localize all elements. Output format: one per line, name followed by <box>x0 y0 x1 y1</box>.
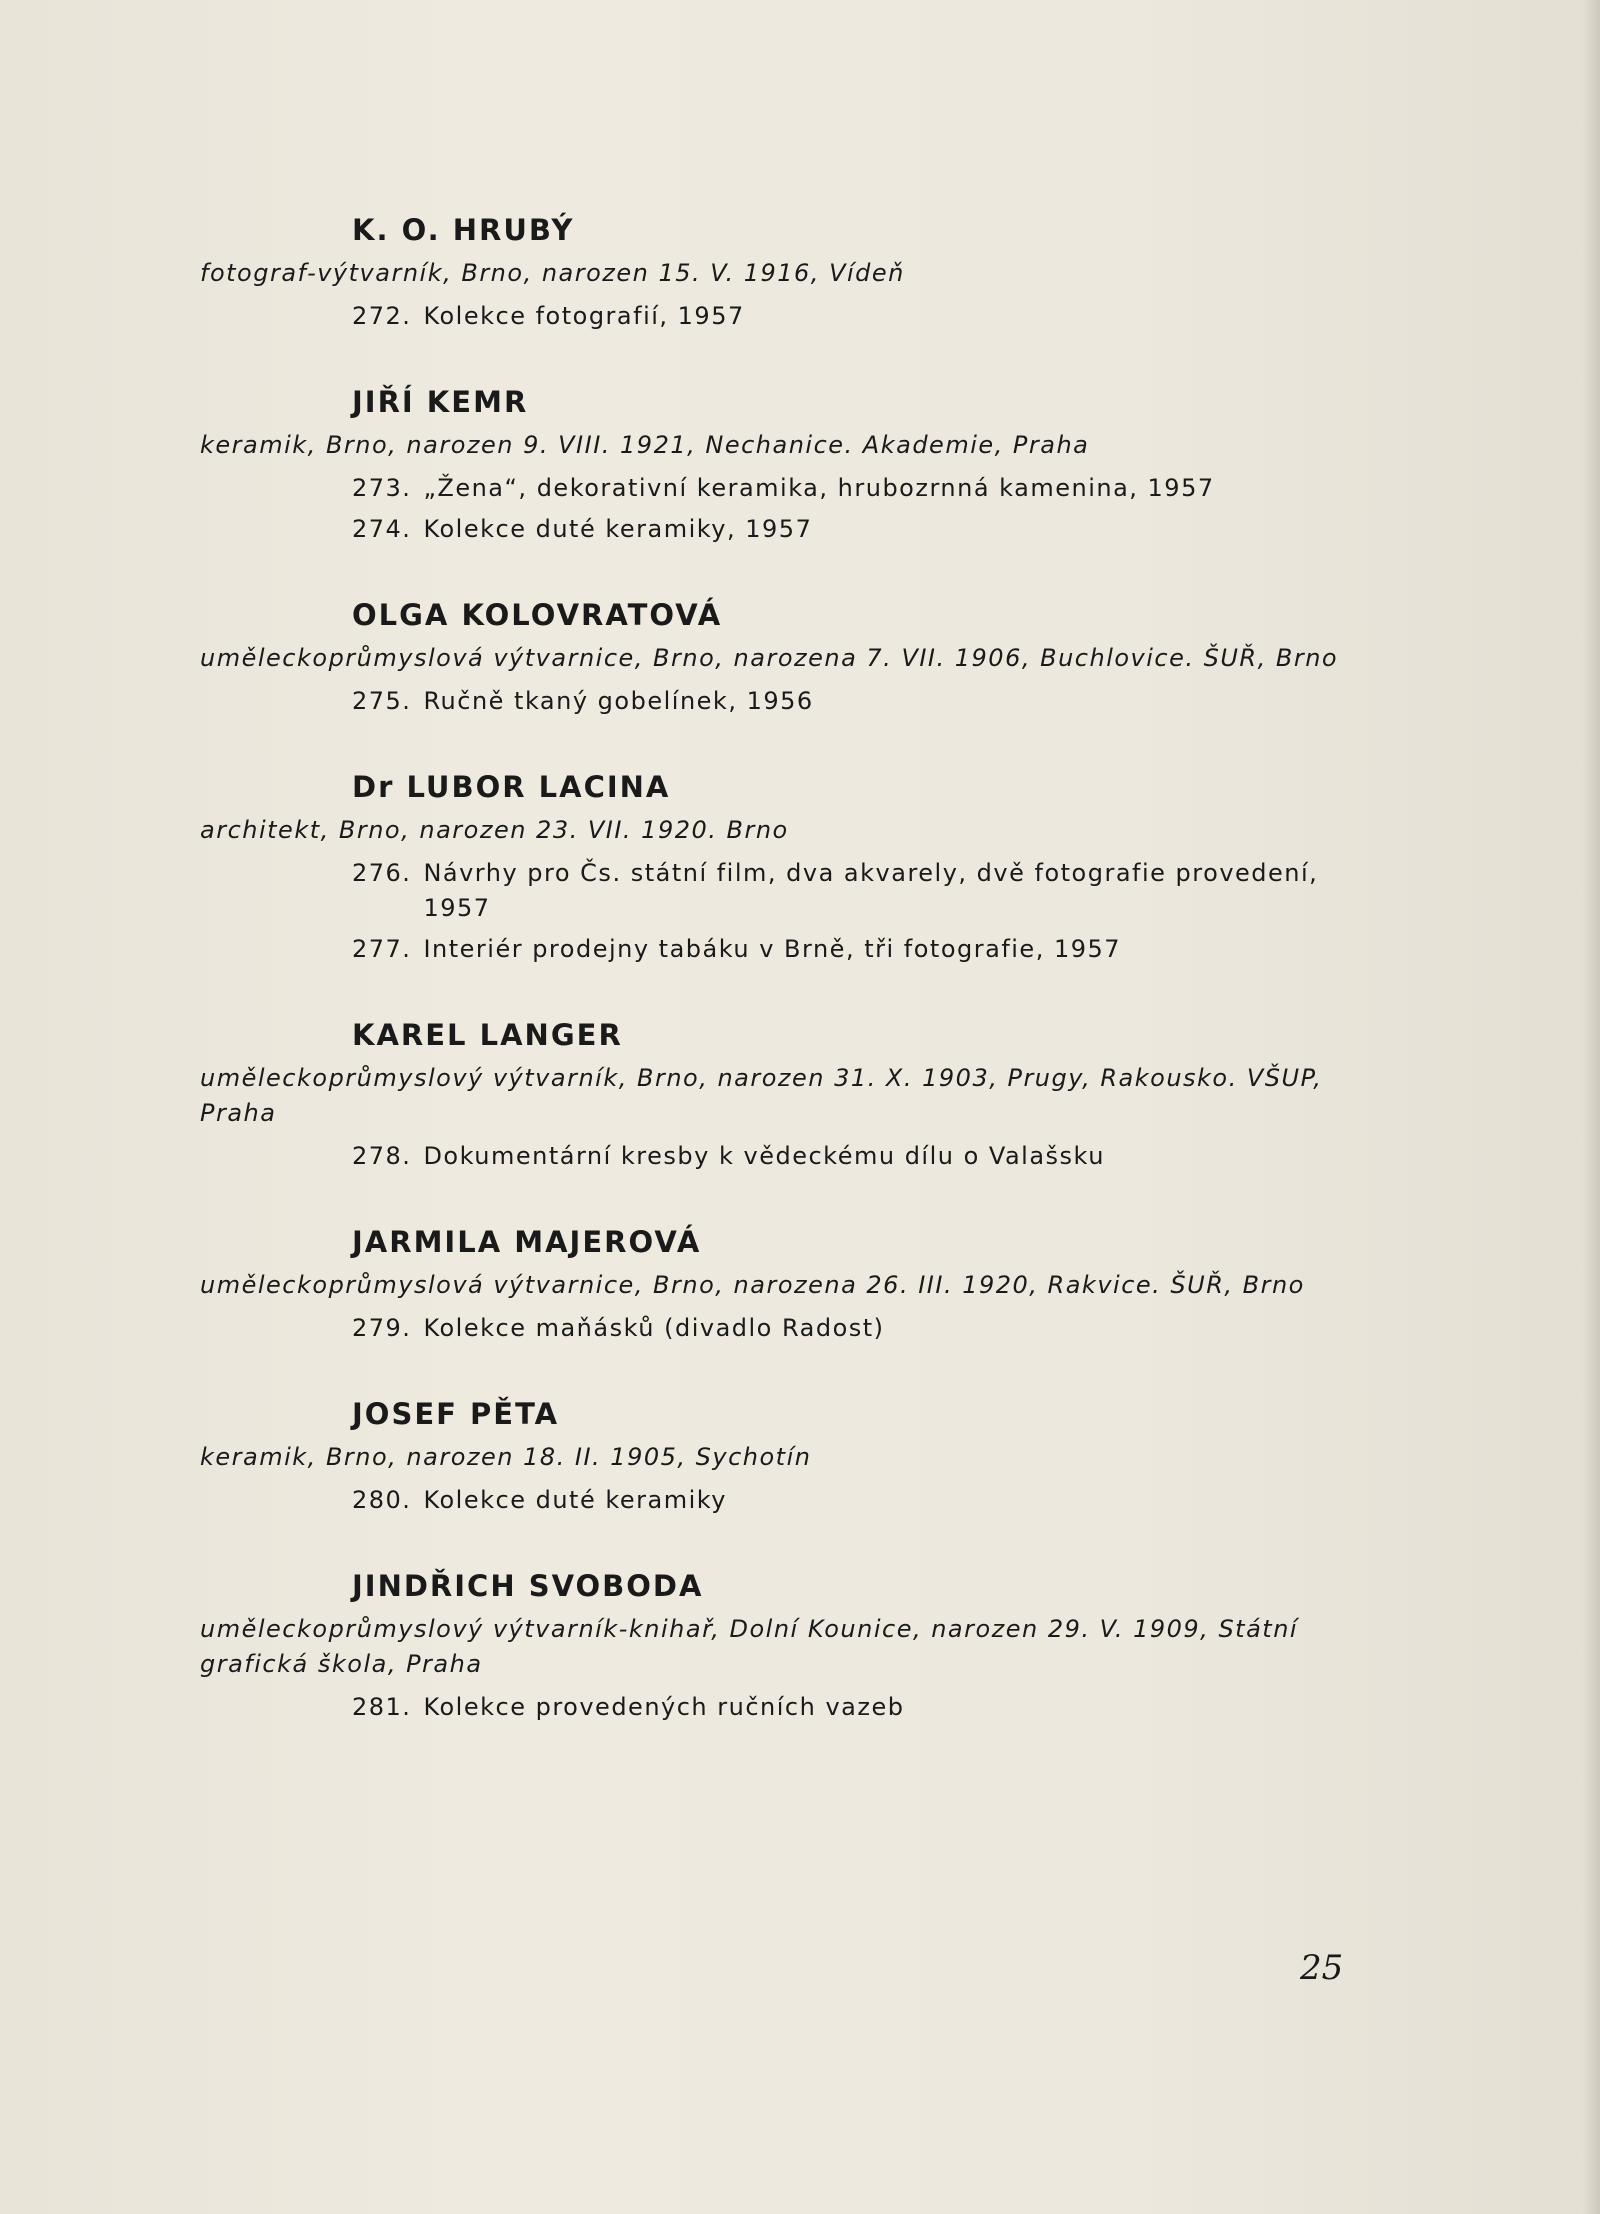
artwork-title: Návrhy pro Čs. státní film, dva akvarely, dvě fotografie provedení, 1957 <box>423 859 1319 922</box>
artwork-item <box>352 1483 1350 1518</box>
artist-name: JIŘÍ KEMR <box>352 385 529 419</box>
artist-name: Dr LUBOR LACINA <box>352 770 671 804</box>
artist-description: keramik, Brno, narozen 18. II. 1905, Sychotín <box>200 1443 812 1471</box>
page-edge-shadow <box>1582 0 1600 2214</box>
artist-description: uměleckoprůmyslový výtvarník-knihař, Dolní Kounice, narozen 29. V. 1909, Státní grafická škola, Praha <box>200 1615 1299 1678</box>
artist-entry <box>200 382 1350 547</box>
artwork-title: „Žena“, dekorativní keramika, hrubozrnná kamenina, 1957 <box>423 474 1215 502</box>
entries-list <box>200 210 1350 1773</box>
artwork-title: Ručně tkaný gobelínek, 1956 <box>423 687 814 715</box>
artist-entry <box>200 1015 1350 1174</box>
artwork-list <box>352 684 1350 719</box>
artist-description: architekt, Brno, narozen 23. VII. 1920. Brno <box>200 816 789 844</box>
artwork-item <box>352 471 1350 506</box>
artwork-title: Kolekce duté keramiky <box>423 1486 728 1514</box>
artwork-list <box>352 299 1350 334</box>
artwork-item <box>352 1139 1350 1174</box>
artist-entry <box>200 767 1350 967</box>
artist-description: keramik, Brno, narozen 9. VIII. 1921, Nechanice. Akademie, Praha <box>200 431 1090 459</box>
artist-name: JARMILA MAJEROVÁ <box>352 1225 702 1259</box>
artwork-number: 276. <box>352 859 412 887</box>
artwork-list <box>352 1483 1350 1518</box>
artwork-title: Interiér prodejny tabáku v Brně, tři fotografie, 1957 <box>423 935 1122 963</box>
artwork-item <box>352 299 1350 334</box>
artwork-title: Kolekce fotografií, 1957 <box>423 302 745 330</box>
artwork-item <box>352 1311 1350 1346</box>
artist-description: uměleckoprůmyslová výtvarnice, Brno, narozena 7. VII. 1906, Buchlovice. ŠUŘ, Brno <box>200 644 1339 672</box>
artwork-number: 273. <box>352 474 412 502</box>
artwork-list <box>352 471 1350 547</box>
artist-description: fotograf-výtvarník, Brno, narozen 15. V. 1916, Vídeň <box>200 259 905 287</box>
artwork-item <box>352 512 1350 547</box>
artist-entry <box>200 1222 1350 1346</box>
artwork-title: Kolekce maňásků (divadlo Radost) <box>423 1314 885 1342</box>
artist-name: KAREL LANGER <box>352 1018 623 1052</box>
artist-entry <box>200 1566 1350 1725</box>
artwork-title: Kolekce duté keramiky, 1957 <box>423 515 813 543</box>
artwork-number: 280. <box>352 1486 412 1514</box>
artwork-number: 281. <box>352 1693 412 1721</box>
artist-name: JOSEF PĚTA <box>352 1397 560 1431</box>
artwork-number: 274. <box>352 515 412 543</box>
artwork-number: 278. <box>352 1142 412 1170</box>
artist-name: OLGA KOLOVRATOVÁ <box>352 598 723 632</box>
artwork-number: 272. <box>352 302 412 330</box>
artwork-item <box>352 684 1350 719</box>
artist-name: K. O. HRUBÝ <box>352 213 575 247</box>
artwork-number: 275. <box>352 687 412 715</box>
artist-entry <box>200 1394 1350 1518</box>
artwork-title: Dokumentární kresby k vědeckému dílu o Valašsku <box>423 1142 1105 1170</box>
artwork-list <box>352 1139 1350 1174</box>
artist-entry <box>200 210 1350 334</box>
artwork-list <box>352 1311 1350 1346</box>
artwork-item <box>352 1690 1350 1725</box>
artwork-number: 277. <box>352 935 412 963</box>
artwork-list <box>352 856 1350 967</box>
artist-entry <box>200 595 1350 719</box>
artist-description: uměleckoprůmyslová výtvarnice, Brno, narozena 26. III. 1920, Rakvice. ŠUŘ, Brno <box>200 1271 1305 1299</box>
artwork-title: Kolekce provedených ručních vazeb <box>423 1693 905 1721</box>
artwork-item <box>352 856 1350 926</box>
artwork-number: 279. <box>352 1314 412 1342</box>
artist-name: JINDŘICH SVOBODA <box>352 1569 704 1603</box>
artwork-item <box>352 932 1350 967</box>
artist-description: uměleckoprůmyslový výtvarník, Brno, narozen 31. X. 1903, Prugy, Rakousko. VŠUP, Praha <box>200 1064 1323 1127</box>
page-number: 25 <box>1300 1948 1344 1988</box>
artwork-list <box>352 1690 1350 1725</box>
